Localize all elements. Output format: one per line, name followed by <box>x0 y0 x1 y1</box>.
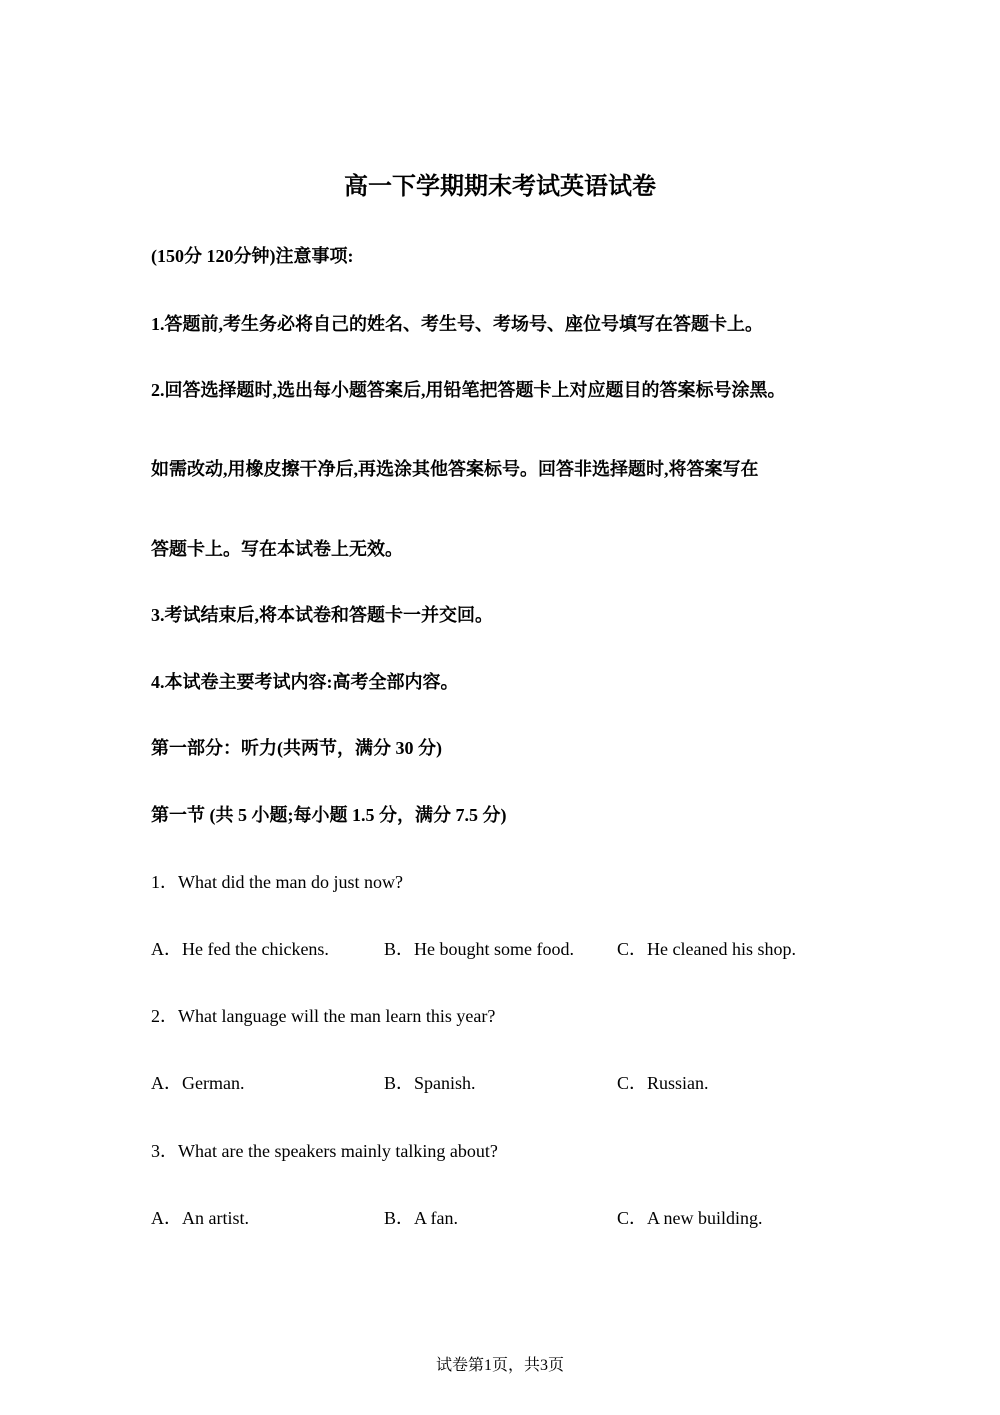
option-c: C．Russian. <box>617 1073 709 1093</box>
question-stem: 1．What did the man do just now? <box>151 872 403 892</box>
notice-header: (150分 120分钟)注意事项: <box>151 246 354 266</box>
section-heading: 第一节 (共 5 小题;每小题 1.5 分，满分 7.5 分) <box>151 805 507 825</box>
instruction-line: 2.回答选择题时,选出每小题答案后,用铅笔把答题卡上对应题目的答案标号涂黑。 <box>151 380 786 400</box>
option-a: A．He fed the chickens. <box>151 939 329 959</box>
option-a: A．An artist. <box>151 1208 249 1228</box>
exam-title: 高一下学期期末考试英语试卷 <box>344 172 656 200</box>
instruction-line: 3.考试结束后,将本试卷和答题卡一并交回。 <box>151 605 493 625</box>
option-c: C．He cleaned his shop. <box>617 939 796 959</box>
option-b: B．A fan. <box>384 1208 458 1228</box>
option-a: A．German. <box>151 1073 245 1093</box>
option-b: B．He bought some food. <box>384 939 574 959</box>
instruction-line: 4.本试卷主要考试内容:高考全部内容。 <box>151 672 459 692</box>
instruction-line: 1.答题前,考生务必将自己的姓名、考生号、考场号、座位号填写在答题卡上。 <box>151 314 763 334</box>
option-b: B．Spanish. <box>384 1073 476 1093</box>
question-stem: 2．What language will the man learn this year? <box>151 1006 496 1026</box>
page-footer: 试卷第1页，共3页 <box>435 1357 564 1374</box>
instruction-line: 答题卡上。写在本试卷上无效。 <box>151 539 403 559</box>
part-heading: 第一部分：听力(共两节，满分 30 分) <box>151 738 442 758</box>
question-stem: 3．What are the speakers mainly talking about? <box>151 1141 498 1161</box>
option-c: C．A new building. <box>617 1208 763 1228</box>
instruction-line: 如需改动,用橡皮擦干净后,再选涂其他答案标号。回答非选择题时,将答案写在 <box>151 459 759 479</box>
